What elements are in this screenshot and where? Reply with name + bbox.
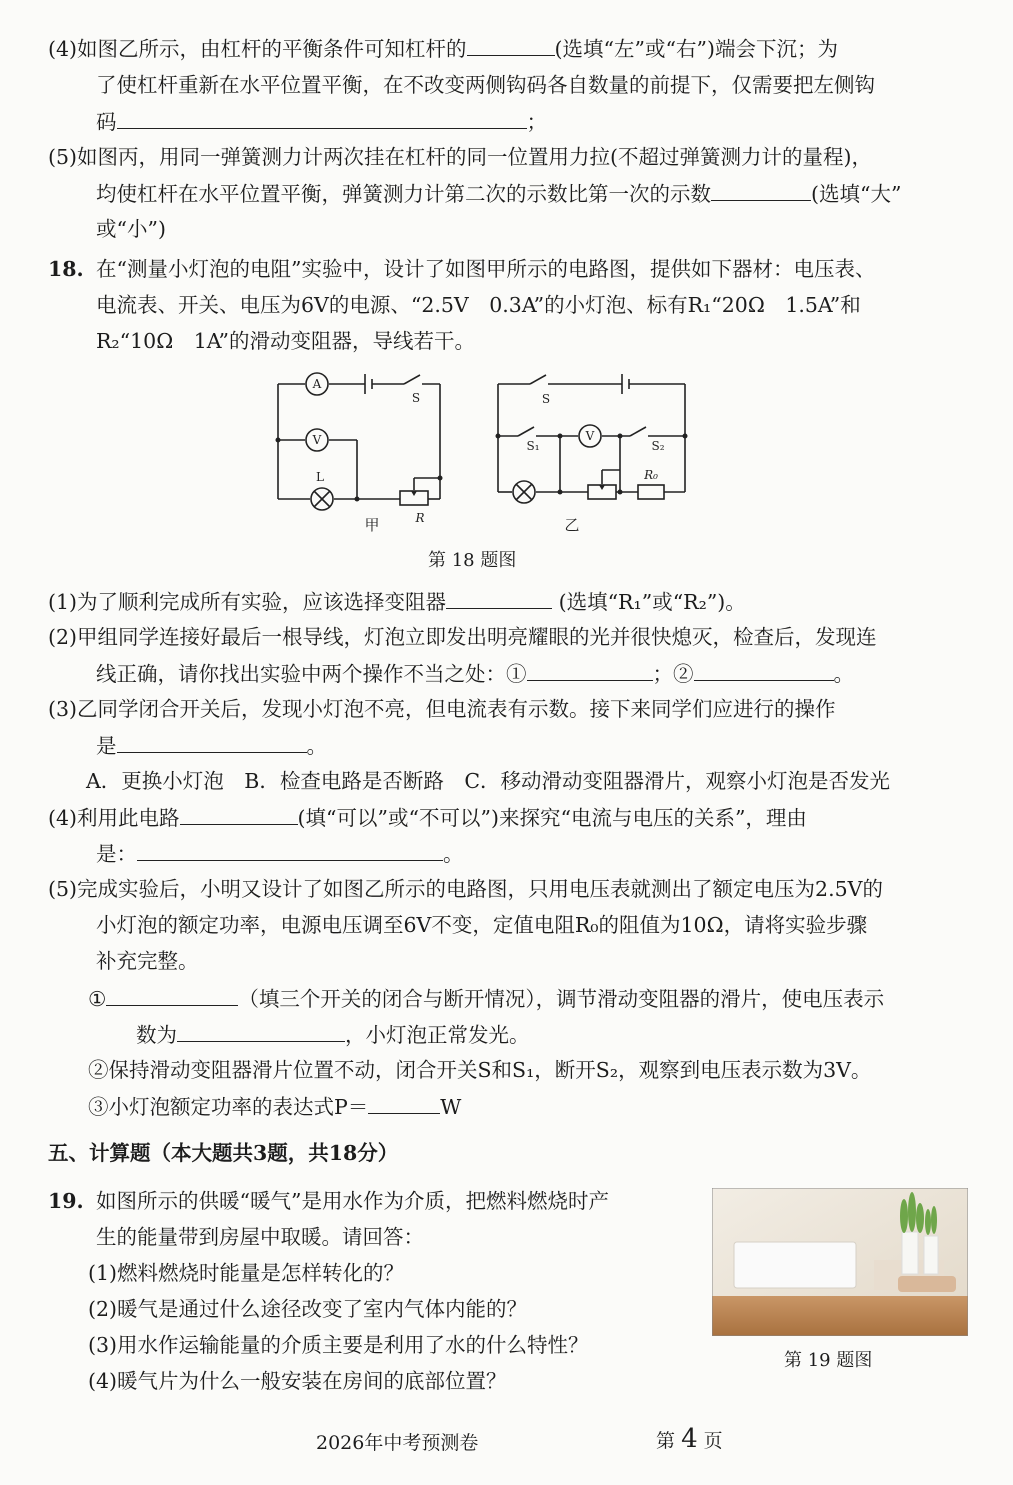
answer-blank[interactable] <box>368 1091 440 1114</box>
q19-q3: (3)用水作运输能量的介质主要是利用了水的什么特性？ <box>88 1333 589 1357</box>
switch-label: S <box>411 391 421 405</box>
q17-p4-line2: 了使杠杆重新在水平位置平衡，在不改变两侧钩码各自数量的前提下，仅需要把左侧钩 <box>96 73 875 97</box>
answer-blank[interactable] <box>694 658 834 681</box>
answer-blank[interactable] <box>711 178 811 201</box>
answer-blank[interactable] <box>467 33 555 56</box>
footer-title: 2026年中考预测卷 <box>316 1432 479 1454</box>
q18-p4-line2: 是： 。 <box>96 838 464 868</box>
q17-p4-line3: 码 ； <box>96 106 547 136</box>
q19-q1: (1)燃料燃烧时能量是怎样转化的？ <box>88 1261 405 1285</box>
section-title: 五、计算题（本大题共3题，共18分） <box>48 1141 399 1165</box>
q19-line1: 如图所示的供暖“暖气”是用水作为介质，把燃料燃烧时产 <box>96 1189 609 1213</box>
q19-q4: (4)暖气片为什么一般安装在房间的底部位置？ <box>88 1369 507 1393</box>
ammeter-label: A <box>312 377 322 391</box>
q18-p2-line1: (2)甲组同学连接好最后一根导线，灯泡立即发出明亮耀眼的光并很快熄灭，检查后，发现连 <box>48 625 877 649</box>
figure-label-yi: 乙 <box>564 516 580 534</box>
q19-number: 19. <box>48 1189 84 1213</box>
answer-blank[interactable] <box>117 106 527 129</box>
q18-p3-line2: 是 。 <box>96 730 327 760</box>
q18-stem-line3: R₂“10Ω 1A”的滑动变阻器，导线若干。 <box>96 329 476 353</box>
q18-p5-line1: (5)完成实验后，小明又设计了如图乙所示的电路图，只用电压表就测出了额定电压为2.5V的 <box>48 877 883 901</box>
q18-p1: (1)为了顺利完成所有实验，应该选择变阻器 (选填“R₁”或“R₂”)。 <box>48 586 746 616</box>
switch-s2-label: S₂ <box>651 439 665 453</box>
q18-p4-line1: (4)利用此电路 (填“可以”或“不可以”)来探究“电流与电压的关系”，理由 <box>48 802 807 832</box>
answer-blank[interactable] <box>446 586 552 609</box>
q18-p2-line2: 线正确，请你找出实验中两个操作不当之处：① ；② 。 <box>96 658 854 688</box>
q17-p5-line2: 均使杠杆在水平位置平衡，弹簧测力计第二次的示数比第一次的示数 (选填“大” <box>96 178 901 208</box>
resistor-r0-label: R₀ <box>644 468 658 482</box>
q17-p5-line1: (5)如图丙，用同一弹簧测力计两次挂在杠杆的同一位置用力拉(不超过弹簧测力计的量程)， <box>48 145 873 169</box>
q19-line2: 生的能量带到房屋中取暖。请回答： <box>96 1225 424 1249</box>
q18-step1-line2: 数为 ，小灯泡正常发光。 <box>136 1019 530 1049</box>
answer-blank[interactable] <box>117 730 307 753</box>
q18-p3-options: A．更换小灯泡 B．检查电路是否断路 C．移动滑动变阻器滑片，观察小灯泡是否发光 <box>86 769 891 793</box>
q18-step2: ②保持滑动变阻器滑片位置不动，闭合开关S和S₁，断开S₂，观察到电压表示数为3V。 <box>88 1058 872 1082</box>
voltmeter-b-label: V <box>585 429 595 443</box>
answer-blank[interactable] <box>137 838 443 861</box>
q18-stem-line2: 电流表、开关、电压为6V的电源、“2.5V 0.3A”的小灯泡、标有R₁“20Ω 1.5A”和 <box>96 293 861 317</box>
q17-p5-line3: 或“小”) <box>96 217 166 241</box>
answer-blank[interactable] <box>177 1019 345 1042</box>
figure-label-jia: 甲 <box>364 516 380 534</box>
switch-s1-label: S₁ <box>526 439 540 453</box>
answer-blank[interactable] <box>180 802 298 825</box>
q18-stem-line1: 在“测量小灯泡的电阻”实验中，设计了如图甲所示的电路图，提供如下器材：电压表、 <box>96 257 876 281</box>
q18-p3-line1: (3)乙同学闭合开关后，发现小灯泡不亮，但电流表有示数。接下来同学们应进行的操作 <box>48 697 836 721</box>
q18-step3: ③小灯泡额定功率的表达式P＝ W <box>88 1091 461 1121</box>
page-number: 第 4 页 <box>656 1424 723 1454</box>
q18-p5-line2: 小灯泡的额定功率，电源电压调至6V不变，定值电阻R₀的阻值为10Ω，请将实验步骤 <box>96 913 868 937</box>
radiator-room-photo <box>712 1188 968 1336</box>
figure-18-caption: 第 18 题图 <box>428 550 517 571</box>
voltmeter-label: V <box>312 433 322 447</box>
lamp-label: L <box>316 470 324 484</box>
q19-q2: (2)暖气是通过什么途径改变了室内气体内能的？ <box>88 1297 528 1321</box>
q18-step1-line1: ① （填三个开关的闭合与断开情况），调节滑动变阻器的滑片，使电压表示 <box>88 983 884 1013</box>
figure-19-caption: 第 19 题图 <box>784 1350 873 1371</box>
answer-blank[interactable] <box>106 983 238 1006</box>
q18-p5-line3: 补充完整。 <box>96 949 199 973</box>
rheostat-label: R <box>415 511 425 525</box>
answer-blank[interactable] <box>527 658 653 681</box>
switch-s-label: S <box>541 392 551 406</box>
figure-18-circuits <box>260 362 720 542</box>
q17-p4-line1: (4)如图乙所示，由杠杆的平衡条件可知杠杆的 (选填“左”或“右”)端会下沉；为 <box>48 33 838 63</box>
q18-number: 18. <box>48 257 84 281</box>
